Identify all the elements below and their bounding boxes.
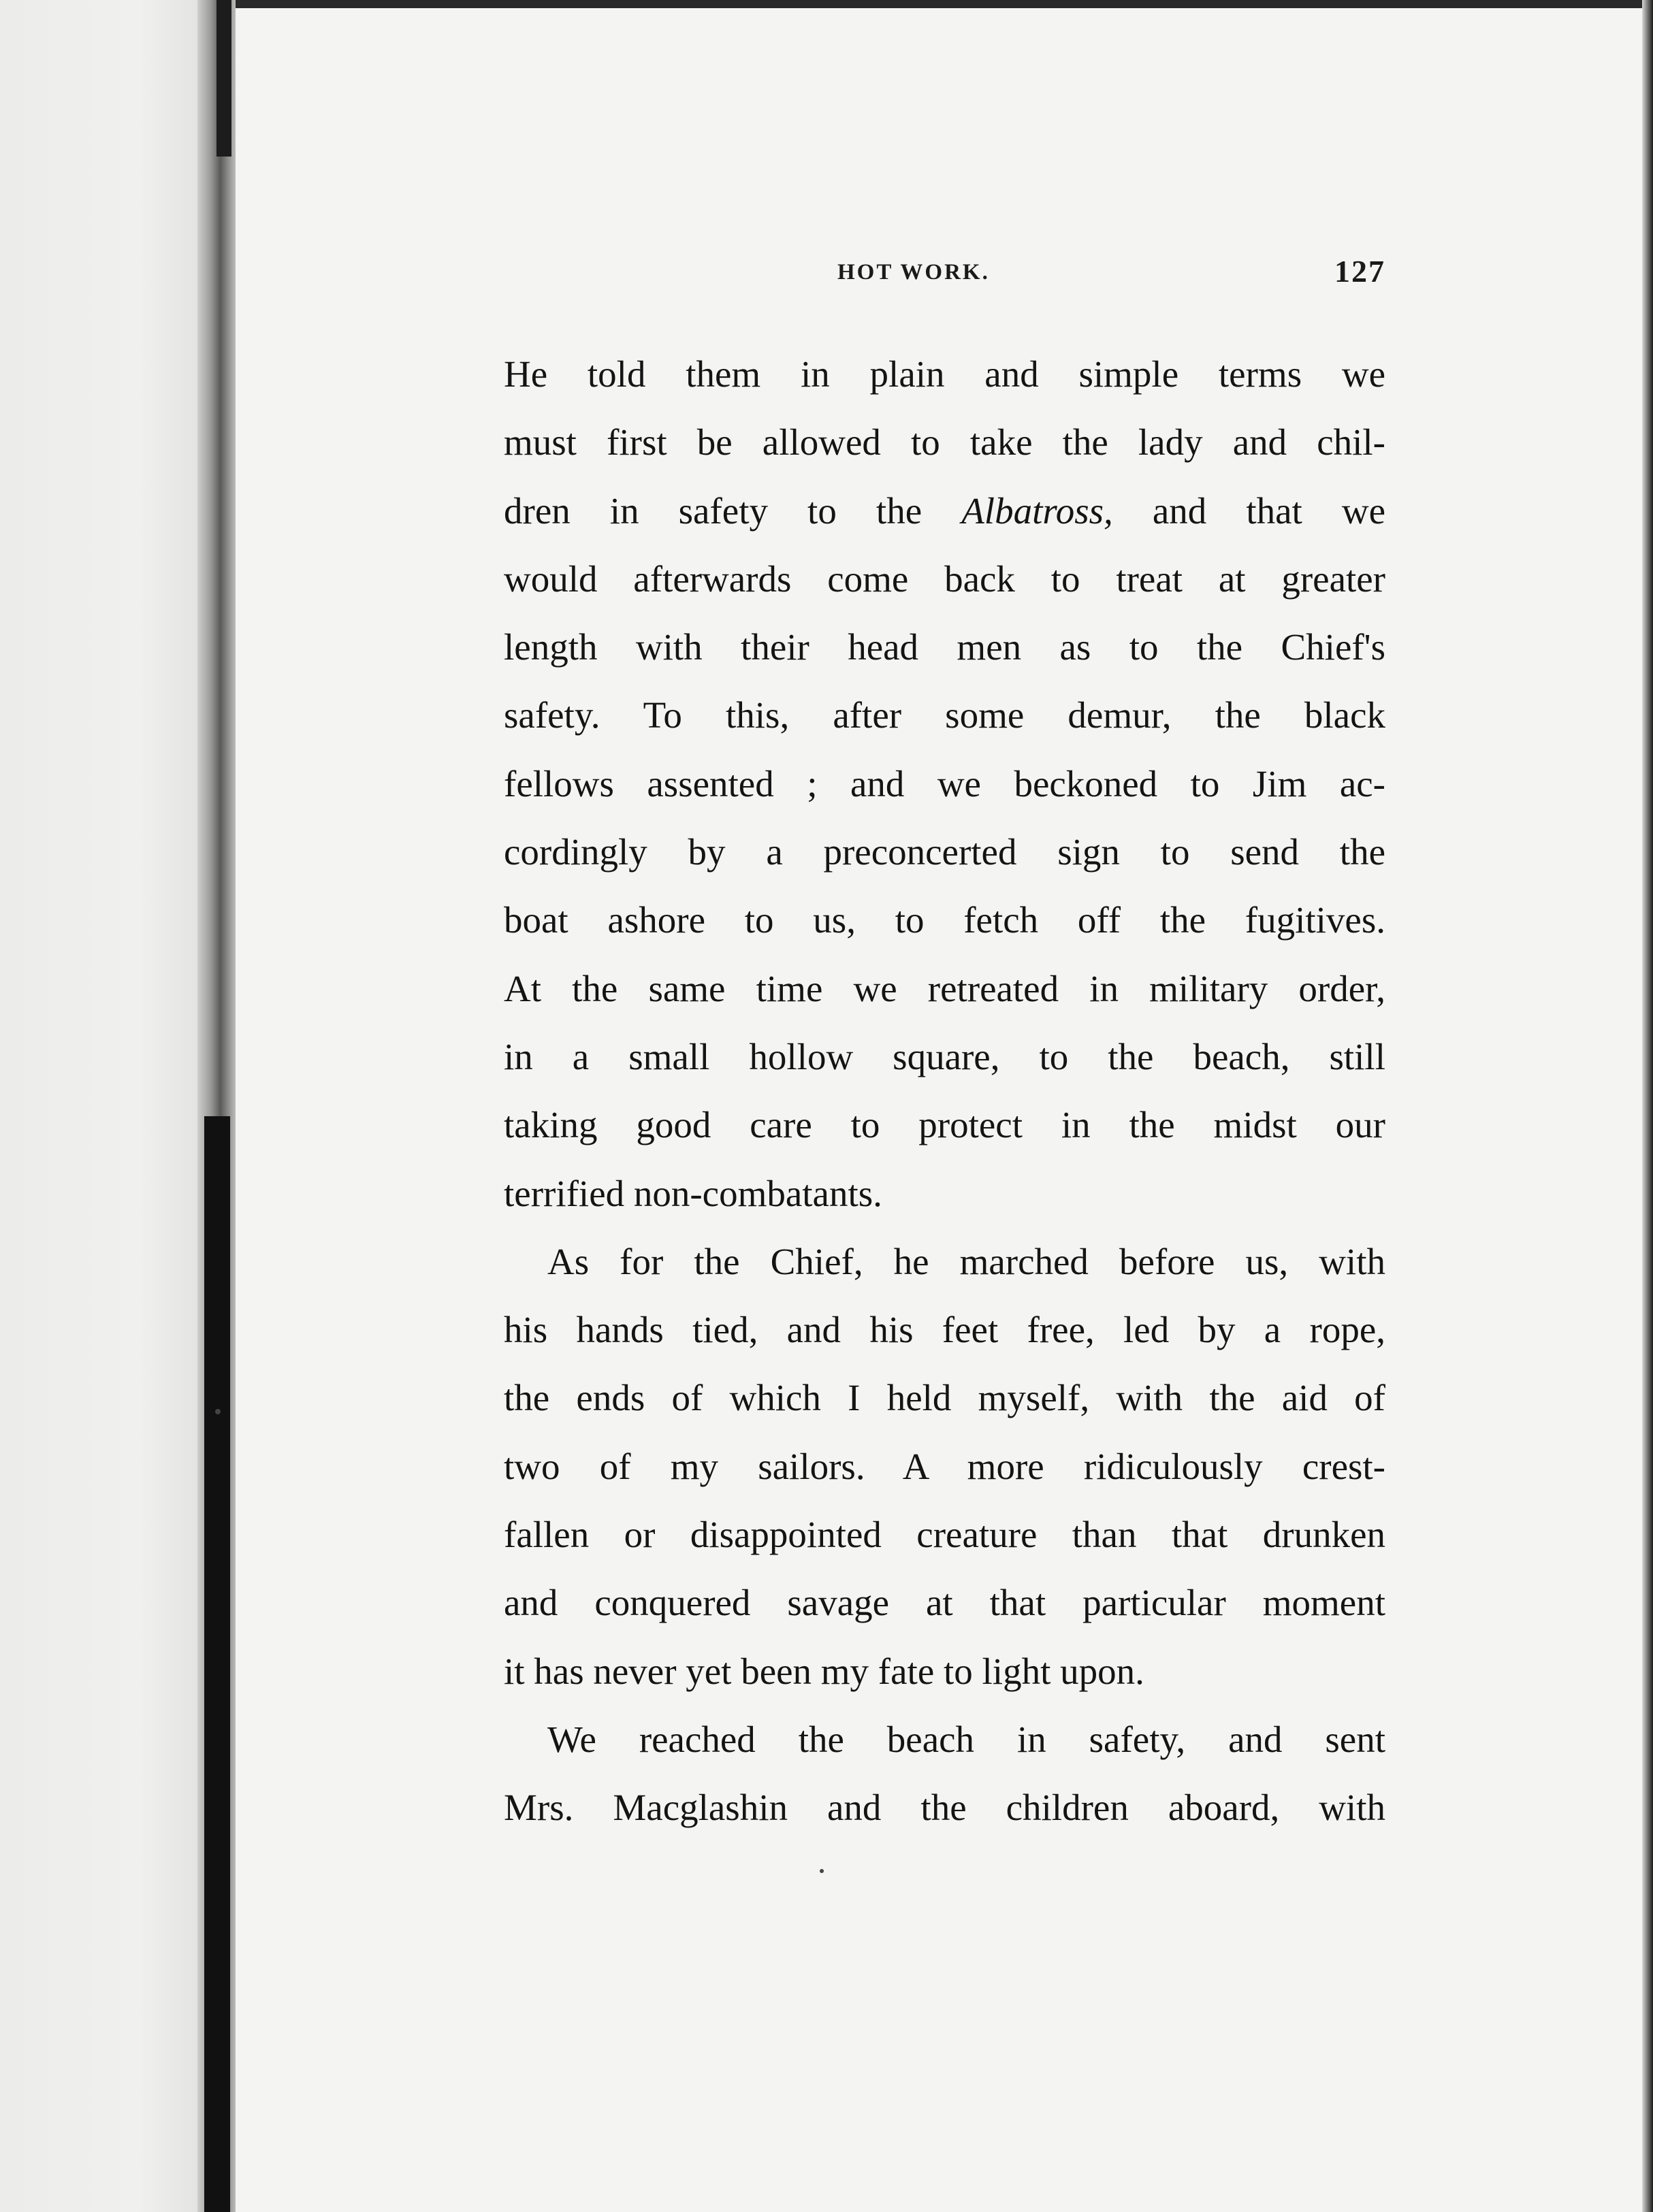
page-margin-left	[0, 0, 197, 2212]
text-line: length with their head men as to the Chief's	[504, 626, 1385, 668]
running-head: HOT WORK.	[837, 260, 990, 284]
text-line: his hands tied, and his feet free, led by a rope,	[504, 1309, 1385, 1351]
text-line: As for the Chief, he marched before us, with	[547, 1240, 1385, 1282]
text-line: fellows assented ; and we beckoned to Jim ac-	[504, 762, 1385, 804]
text-line: must first be allowed to take the lady and chil-	[504, 421, 1385, 463]
page-number: 127	[1334, 254, 1385, 289]
text-line: two of my sailors. A more ridiculously crest-	[504, 1445, 1385, 1487]
text-line: Mrs. Macglashin and the children aboard, with	[504, 1787, 1385, 1829]
scan-top-edge	[236, 0, 1653, 8]
text-line: taking good care to protect in the midst our	[504, 1104, 1385, 1146]
text-line: fallen or disappointed creature than that drunken	[504, 1514, 1385, 1556]
scan-speck	[215, 1409, 221, 1414]
text-fragment: and that we	[1112, 489, 1386, 532]
scan-right-edge	[1642, 0, 1653, 2212]
text-line: We reached the beach in safety, and sent	[547, 1718, 1385, 1760]
text-line: safety. To this, after some demur, the black	[504, 694, 1385, 736]
text-line-with-italic	[504, 477, 1385, 545]
text-line: would afterwards come back to treat at greater	[504, 557, 1385, 600]
text-line: cordingly by a preconcerted sign to send the	[504, 831, 1385, 873]
binding-shadow-top	[216, 0, 231, 157]
text-fragment: dren in safety to the	[504, 489, 962, 532]
text-line: the ends of which I held myself, with the aid of	[504, 1377, 1385, 1419]
ship-name-italic: Albatross,	[961, 489, 1113, 532]
text-line: terrified non-combatants.	[504, 1172, 882, 1214]
body-text	[504, 340, 1385, 1842]
text-line: boat ashore to us, to fetch off the fugitives.	[504, 899, 1385, 941]
text-line: He told them in plain and simple terms we	[504, 353, 1385, 395]
text-line: At the same time we retreated in military order,	[504, 967, 1385, 1009]
text-line: and conquered savage at that particular moment	[504, 1582, 1385, 1624]
text-line: it has never yet been my fate to light upon.	[504, 1650, 1144, 1692]
binding-shadow-bottom	[204, 1116, 230, 2212]
scan-speck	[820, 1869, 824, 1873]
text-line: in a small hollow square, to the beach, still	[504, 1035, 1385, 1077]
page-header	[504, 253, 1385, 294]
